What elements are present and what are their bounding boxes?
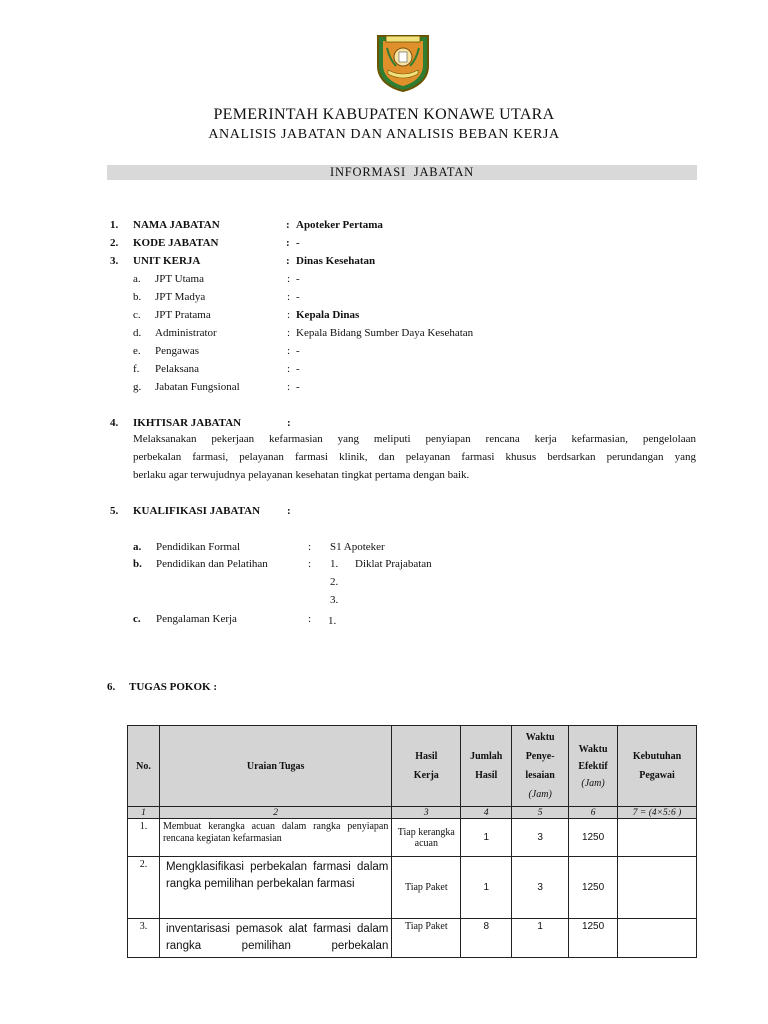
table-row [128,919,697,958]
info-label: UNIT KERJA [133,255,201,267]
kualifikasi-label: KUALIFIKASI JABATAN [133,505,261,517]
cell-uraian: Membuat kerangka acuan dalam rangka penyiapan rencana kegiatan kefarmasian [159,819,391,857]
sub-label: JPT Madya [155,291,206,303]
info-sep: : [286,237,290,249]
column-number-row [128,807,697,819]
cell-no: 2. [128,857,160,919]
kual-label: Pendidikan dan Pelatihan [156,558,268,570]
info-num: 3. [110,255,119,267]
sub-letter: d. [133,327,142,339]
page-title: PEMERINTAH KABUPATEN KONAWE UTARA [213,106,555,123]
ikhtisar-paragraph [133,430,696,484]
cell-efektif: 1250 [569,857,618,919]
info-value: Apoteker Pertama [296,219,383,231]
col-number: 7 = (4×5:6 ) [618,807,697,819]
header-line: Kebutuhan [632,751,682,762]
header-line: Penye- [525,751,555,762]
cell-waktu: 3 [512,857,569,919]
info-value: - [296,237,300,249]
sub-sep: : [287,273,291,285]
info-sep: : [286,255,290,267]
sub-label: Pelaksana [155,363,199,375]
info-label: KODE JABATAN [133,237,219,249]
tugas-label: TUGAS POKOK : [129,681,218,693]
sub-letter: a. [133,273,141,285]
cell-hasil: Tiap kerangka acuan [392,819,461,857]
header-line: (Jam) [528,789,552,800]
col-number: 3 [392,807,461,819]
table-header-row [128,726,697,807]
pelatihan-num: 1. [330,558,339,570]
col-header-jumlah-hasil [461,726,512,807]
header-line: lesaian [525,770,555,781]
cell-waktu: 3 [512,819,569,857]
cell-efektif: 1250 [569,919,618,958]
ikhtisar-label: IKHTISAR JABATAN [133,417,242,429]
kual-sep: : [308,558,312,570]
kual-sep: : [308,613,312,625]
ikhtisar-sep: : [287,417,291,429]
col-number: 4 [461,807,512,819]
kual-letter: a. [133,541,142,553]
sub-sep: : [287,327,291,339]
header-line: (Jam) [581,777,605,789]
cell-jumlah: 1 [461,819,512,857]
pelatihan-num: 2. [330,576,339,588]
sub-letter: g. [133,381,142,393]
sub-letter: b. [133,291,142,303]
kual-value: S1 Apoteker [330,541,385,553]
table-row [128,819,697,857]
cell-uraian: inventarisasi pemasok alat farmasi dalam rangka pemilihan perbekalan [159,919,391,958]
kual-label: Pengalaman Kerja [156,613,237,625]
kual-letter: b. [133,558,142,570]
sub-value: - [296,381,300,393]
header-line: Jumlah [470,751,503,762]
cell-uraian: Mengklasifikasi perbekalan farmasi dalam rangka pemilihan perbekalan farmasi [159,857,391,919]
table-row [128,857,697,919]
col-header-no: No. [128,726,160,807]
sub-label: Jabatan Fungsional [155,381,240,393]
col-header-hasil-kerja [392,726,461,807]
sub-label: Administrator [155,327,217,339]
col-header-waktu-penyelesaian [512,726,569,807]
sub-value: Kepala Bidang Sumber Daya Kesehatan [296,327,474,339]
header-line: Efektif [578,760,608,772]
header-line: Waktu [578,743,608,755]
ikhtisar-line: Melaksanakan pekerjaan kefarmasian yang meliputi penyiapan rencana kerja kefarmasian, pengelolaan [133,433,696,445]
cell-jumlah: 8 [461,919,512,958]
sub-sep: : [287,345,291,357]
sub-letter: c. [133,309,141,321]
cell-no: 1. [128,819,160,857]
header-line: Hasil [475,770,498,781]
info-sep: : [286,219,290,231]
sub-label: JPT Pratama [155,309,211,321]
kualifikasi-sep: : [287,505,291,517]
kual-sep: : [308,541,312,553]
sub-value: Kepala Dinas [296,309,360,321]
pengalaman-num: 1. [328,615,337,627]
page-subtitle: ANALISIS JABATAN DAN ANALISIS BEBAN KERJA [208,127,560,142]
tugas-num: 6. [107,681,116,693]
tugas-pokok-table [127,725,697,958]
sub-label: Pengawas [155,345,199,357]
info-value: Dinas Kesehatan [296,255,376,267]
ikhtisar-line: berlaku agar terwujudnya pelayanan kesehatan tingkat pertama dengan baik. [133,469,470,481]
pelatihan-text: Diklat Prajabatan [355,558,432,570]
sub-sep: : [287,309,291,321]
kual-letter: c. [133,613,141,625]
header-line: Kerja [413,770,439,781]
header-line: Pegawai [639,770,675,781]
header-line: Waktu [525,732,555,743]
ikhtisar-line: perbekalan farmasi, pelayanan farmasi klinik, dan pelayanan farmasi khusus berdsarkan perundangan yang [133,451,696,463]
cell-hasil: Tiap Paket [392,857,461,919]
sub-value: - [296,291,300,303]
sub-sep: : [287,363,291,375]
kual-label: Pendidikan Formal [156,541,241,553]
info-label: NAMA JABATAN [133,219,220,231]
col-number: 6 [569,807,618,819]
cell-kebutuhan [618,857,697,919]
sub-value: - [296,363,300,375]
info-num: 1. [110,219,119,231]
sub-letter: e. [133,345,141,357]
cell-kebutuhan [618,919,697,958]
col-number: 1 [128,807,160,819]
col-number: 2 [159,807,391,819]
col-header-uraian: Uraian Tugas [159,726,391,807]
sub-value: - [296,345,300,357]
cell-waktu: 1 [512,919,569,958]
sub-letter: f. [133,363,140,375]
col-header-kebutuhan-pegawai [618,726,697,807]
cell-efektif: 1250 [569,819,618,857]
kualifikasi-num: 5. [110,505,119,517]
header-line: Hasil [415,751,438,762]
cell-no: 3. [128,919,160,958]
info-num: 2. [110,237,119,249]
cell-kebutuhan [618,819,697,857]
konawe-utara-emblem-icon [374,30,432,92]
col-number: 5 [512,807,569,819]
pelatihan-num: 3. [330,594,339,606]
sub-label: JPT Utama [155,273,204,285]
cell-jumlah: 1 [461,857,512,919]
col-header-waktu-efektif [569,726,618,807]
sub-value: - [296,273,300,285]
cell-hasil: Tiap Paket [392,919,461,958]
sub-sep: : [287,381,291,393]
sub-sep: : [287,291,291,303]
section-bar-informasi-jabatan: INFORMASI JABATAN [107,165,697,180]
ikhtisar-num: 4. [110,417,119,429]
